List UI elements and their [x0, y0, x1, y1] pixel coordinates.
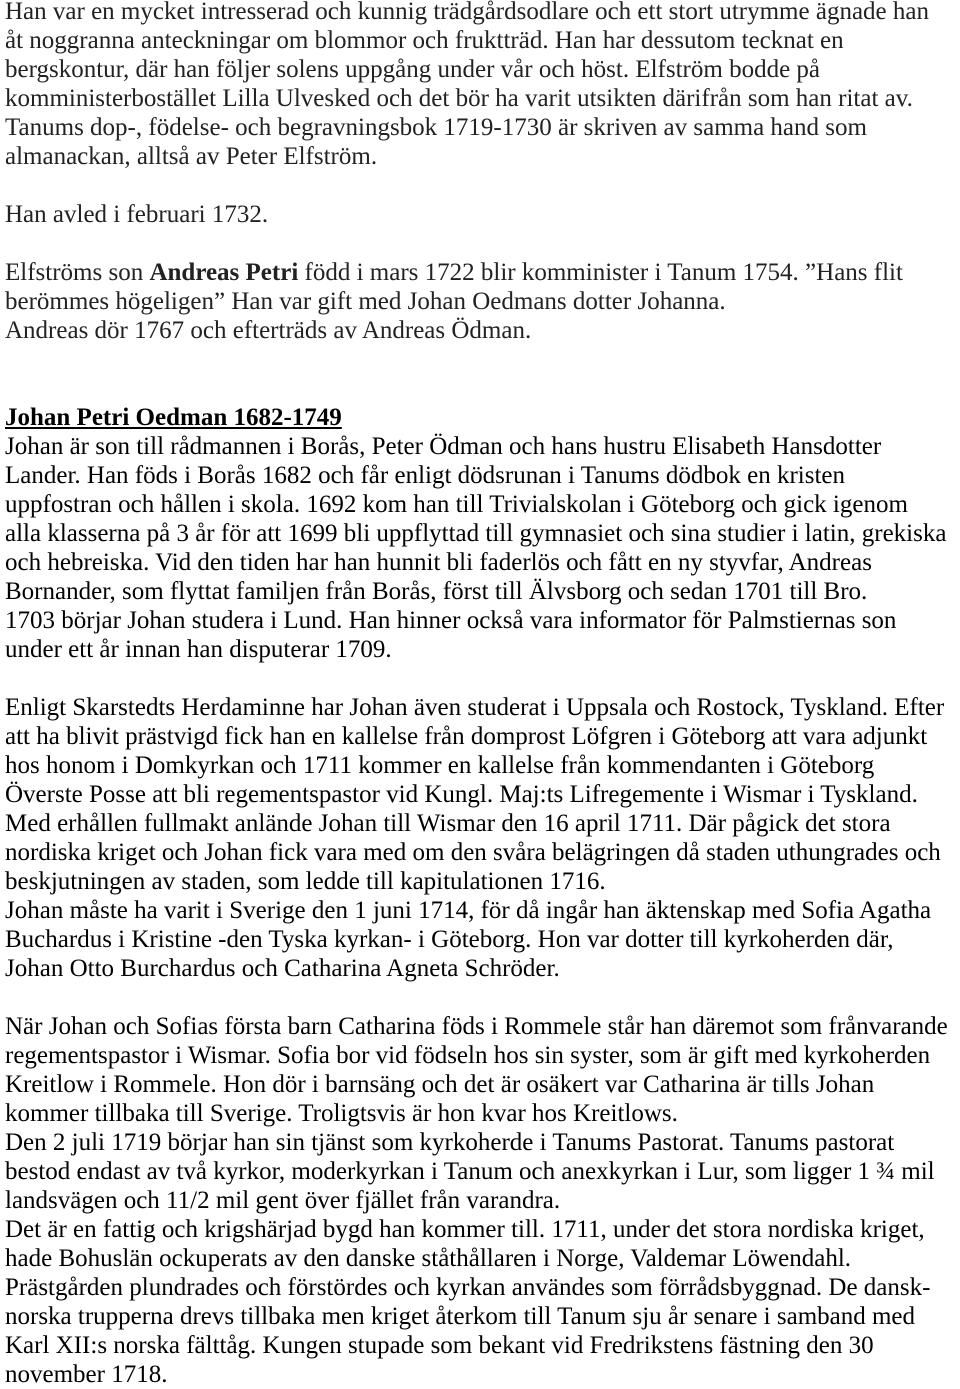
text-line: uppfostran och hållen i skola. 1692 kom han till Trivialskolan i Göteborg och gick igenom — [5, 491, 908, 518]
text-line: nordiska kriget och Johan fick vara med om den svåra belägringen då staden uthungrades och — [5, 839, 941, 866]
text-line: Han var en mycket intresserad och kunnig trädgårdsodlare och ett stort utrymme ägnade han — [5, 0, 929, 25]
text-line: Den 2 juli 1719 börjar han sin tjänst som kyrkoherde i Tanums Pastorat. Tanums pastorat — [5, 1129, 895, 1156]
text-line: Bornander, som flyttat familjen från Borås, först till Älvsborg och sedan 1701 till Bro. — [5, 578, 868, 605]
text-line: Det är en fattig och krigshärjad bygd han kommer till. 1711, under det stora nordiska kriget, — [5, 1216, 925, 1243]
text-line: Prästgården plundrades och förstördes och kyrkan användes som förrådsbyggnad. De dansk- — [5, 1274, 931, 1301]
text-line: Kreitlow i Rommele. Hon dör i barnsäng och det är osäkert var Catharina är tills Johan — [5, 1071, 875, 1098]
text-line: komministerbostället Lilla Ulvesked och det bör ha varit utsikten därifrån som han ritat av. — [5, 85, 913, 112]
paragraph-death — [5, 200, 960, 229]
text-line: norska trupperna drevs tillbaka men kriget återkom till Tanum sju år senare i samband med — [5, 1303, 916, 1330]
text-line: åt noggranna anteckningar om blommor och fruktträd. Han har dessutom tecknat en — [5, 27, 844, 54]
section-heading: Johan Petri Oedman 1682-1749 — [5, 404, 342, 431]
bold-person-name: Andreas Petri — [149, 259, 299, 286]
text-line: Med erhållen fullmakt anlände Johan till Wismar den 16 april 1711. Där pågick det stora — [5, 810, 891, 837]
text-line: Johan är son till rådmannen i Borås, Peter Ödman och hans hustru Elisabeth Hansdotter — [5, 433, 882, 460]
section-johan — [5, 403, 960, 432]
text-line: alla klasserna på 3 år för att 1699 bli uppflyttad till gymnasiet och sina studier i latin, grekiska — [5, 520, 947, 547]
text-line: regementspastor i Wismar. Sofia bor vid födseln hos sin syster, som är gift med kyrkoherden — [5, 1042, 931, 1069]
text-line: kommer tillbaka till Sverige. Troligtsvis är hon kvar hos Kreitlows. — [5, 1100, 678, 1127]
text-line: berömmes högeligen” Han var gift med Johan Oedmans dotter Johanna. — [5, 288, 726, 315]
text-line: bestod endast av två kyrkor, moderkyrkan i Tanum och anexkyrkan i Lur, som ligger 1 ¾ mil — [5, 1158, 935, 1185]
text-segment: Elfströms son — [5, 259, 150, 286]
text-line: Tanums dop-, födelse- och begravningsbok 1719-1730 är skriven av samma hand som — [5, 114, 867, 141]
text-line: landsvägen och 11/2 mil gent över fjället från varandra. — [5, 1187, 561, 1214]
text-line: bergskontur, där han följer solens uppgång under vår och höst. Elfström bodde på — [5, 56, 821, 83]
paragraph-son — [5, 258, 960, 345]
text-line: Han avled i februari 1732. — [5, 201, 269, 228]
text-line: hade Bohuslän ockuperats av den danske ståthållaren i Norge, Valdemar Löwendahl. — [5, 1245, 852, 1272]
text-line: Överste Posse att bli regementspastor vid Kungl. Maj:ts Lifregemente i Wismar i Tyskland. — [5, 781, 918, 808]
text-line: under ett år innan han disputerar 1709. — [5, 636, 392, 663]
paragraph-marriage — [5, 896, 960, 983]
text-line: Johan Otto Burchardus och Catharina Agneta Schröder. — [5, 955, 560, 982]
text-line: Enligt Skarstedts Herdaminne har Johan även studerat i Uppsala och Rostock, Tyskland. Efter — [5, 694, 945, 721]
text-line: 1703 börjar Johan studera i Lund. Han hinner också vara informator för Palmstiernas son — [5, 607, 897, 634]
text-line: Andreas dör 1767 och efterträds av Andreas Ödman. — [5, 317, 532, 344]
text-line: hos honom i Domkyrkan och 1711 kommer en kallelse från kommendanten i Göteborg — [5, 752, 875, 779]
paragraph-wismar — [5, 693, 960, 896]
text-line: almanackan, alltså av Peter Elfström. — [5, 143, 378, 170]
text-line: Johan måste ha varit i Sverige den 1 juni 1714, för då ingår han äktenskap med Sofia Agatha — [5, 897, 932, 924]
text-line: Karl XII:s norska fälttåg. Kungen stupade som bekant vid Fredrikstens fästning den 30 — [5, 1332, 874, 1359]
text-line: att ha blivit prästvigd fick han en kallelse från domprost Löfgren i Göteborg att vara adjunkt — [5, 723, 928, 750]
text-segment: född i mars 1722 blir komminister i Tanum 1754. ”Hans flit — [298, 259, 903, 286]
text-line: Buchardus i Kristine -den Tyska kyrkan- i Göteborg. Hon var dotter till kyrkoherden där, — [5, 926, 894, 953]
text-line: När Johan och Sofias första barn Catharina föds i Rommele står han däremot som frånvarande — [5, 1013, 948, 1040]
paragraph-upbringing — [5, 432, 960, 664]
paragraph-garden-notes — [5, 0, 960, 171]
text-line: november 1718. — [5, 1361, 168, 1388]
text-line: och hebreiska. Vid den tiden har han hunnit bli faderlös och fått en ny styvfar, Andreas — [5, 549, 872, 576]
paragraph-tanum-pastorate — [5, 1128, 960, 1215]
text-line — [5, 258, 960, 287]
text-line: beskjutningen av staden, som ledde till kapitulationen 1716. — [5, 868, 606, 895]
paragraph-first-child — [5, 1012, 960, 1128]
paragraph-war — [5, 1215, 960, 1389]
text-line: Lander. Han föds i Borås 1682 och får enligt dödsrunan i Tanums dödbok en kristen — [5, 462, 845, 489]
